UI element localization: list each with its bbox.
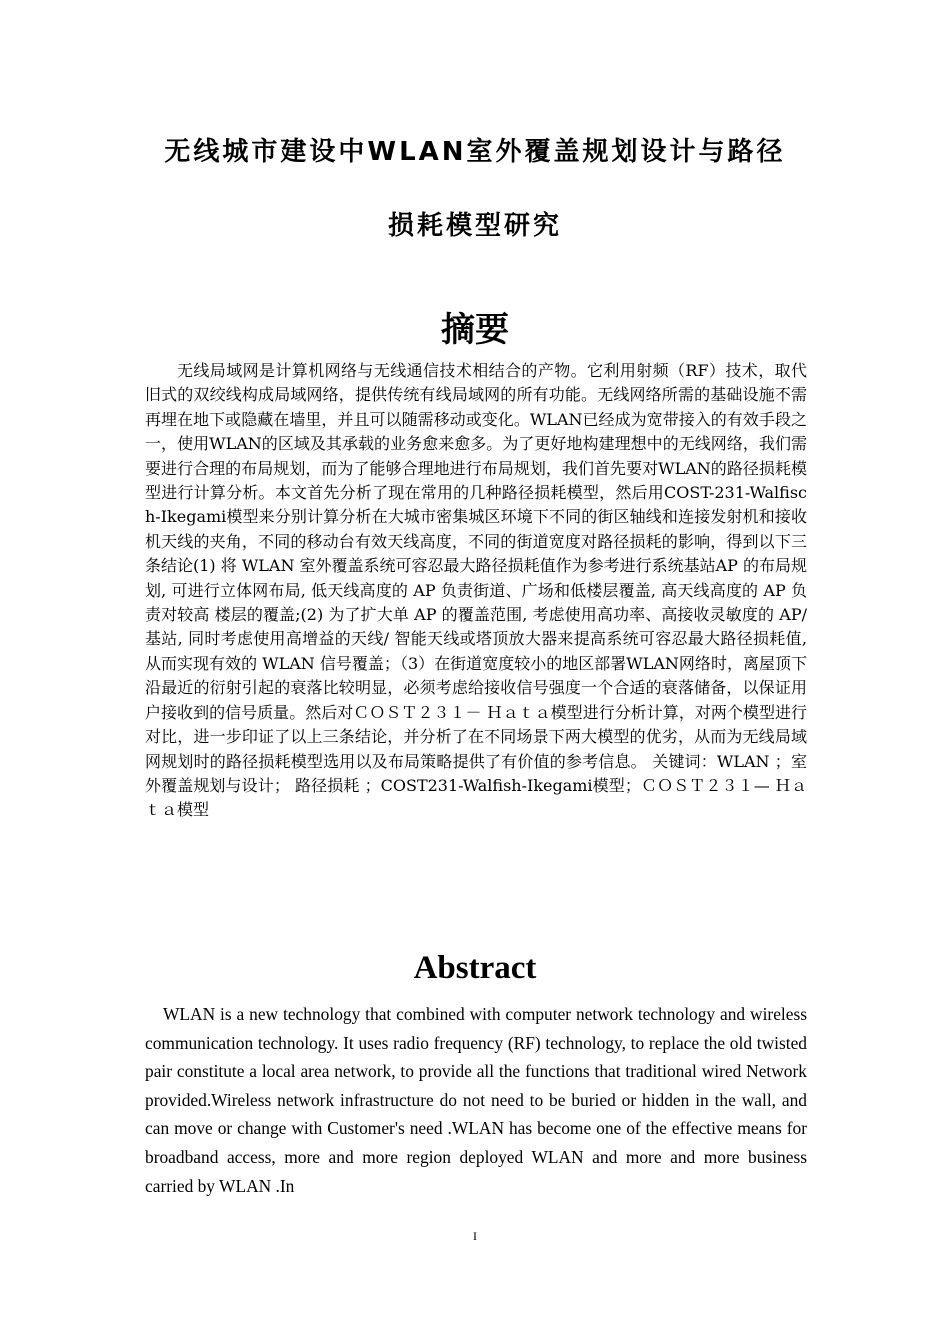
abstract-en-body: WLAN is a new technology that combined with computer network technology and wireless communication technology. It uses radio frequency (RF) technology, to replace the old twisted pair constitute a local area network, to provide all the functions that traditional wired Network provided.Wireless network infrastructure do not need to be buried or hidden in the wall, and can move or change with Customer's need .WLAN has become one of the effective means for broadband access, more and more region deployed WLAN and more and more business carried by WLAN .In: [145, 1004, 807, 1196]
abstract-zh-body: 无线局域网是计算机网络与无线通信技术相结合的产物。它利用射频（RF）技术，取代旧式的双绞线构成局域网络，提供传统有线局域网的所有功能。无线网络所需的基础设施不需再埋在地下或隐藏在墙里，并且可以随需移动或变化。WLAN已经成为宽带接入的有效手段之一，使用WLAN的区域及其承载的业务愈来愈多。为了更好地构建理想中的无线网络，我们需要进行合理的布局规划，而为了能够合理地进行布局规划，我们首先要对WLAN的路径损耗模型进行计算分析。本文首先分析了现在常用的几种路径损耗模型，然后用COST-231-Walfisch-Ikegami模型来分别计算分析在大城市密集城区环境下不同的街区轴线和连接发射机和接收机天线的夹角，不同的移动台有效天线高度，不同的街道宽度对路径损耗的影响，得到以下三条结论(1) 将 WLAN 室外覆盖系统可容忍最大路径损耗值作为参考进行系统基站AP 的布局规划, 可进行立体网布局, 低天线高度的 AP 负责街道、广场和低楼层覆盖, 高天线高度的 AP 负责对较高 楼层的覆盖;(2) 为了扩大单 AP 的覆盖范围, 考虑使用高功率、高接收灵敏度的 AP/ 基站, 同时考虑使用高增益的天线/ 智能天线或塔顶放大器来提高系统可容忍最大路径损耗值, 从而实现有效的 WLAN 信号覆盖；（3）在街道宽度较小的地区部署WLAN网络时，离屋顶下沿最近的衍射引起的衰落比较明显，必须考虑给接收信号强度一个合适的衰落储备，以保证用户接收到的信号质量。然后对ＣＯＳＴ２３１－ Ｈａｔａ模型进行分析计算，对两个模型进行对比，进一步印证了以上三条结论，并分析了在不同场景下两大模型的优劣，从而为无线局域网规划时的路径损耗模型选用以及布局策略提供了有价值的参考信息。 关键词：WLAN ；室外覆盖规划与设计； 路径损耗 ；COST231-Walfish-Ikegami模型；ＣＯＳＴ２３１— Ｈａｔａ模型: [145, 361, 807, 820]
abstract-zh-heading: 摘要: [441, 310, 509, 350]
document-title-line-1: 无线城市建设中WLAN室外覆盖规划设计与路径: [164, 137, 786, 167]
abstract-en-heading: Abstract: [413, 950, 537, 986]
document-title-line-2: 损耗模型研究: [387, 211, 562, 241]
page-number: I: [473, 1229, 477, 1243]
